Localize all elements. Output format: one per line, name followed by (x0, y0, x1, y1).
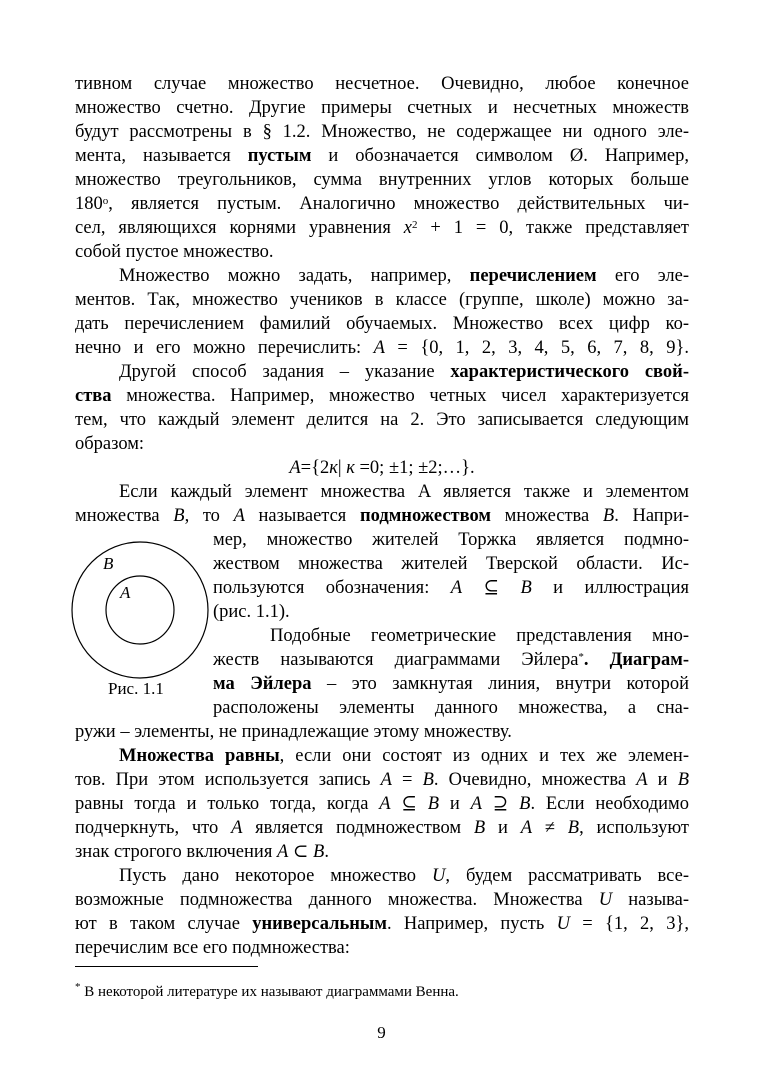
text-line: ма Эйлера – это замкнутая линия, внутри которой (213, 674, 690, 694)
text-line: тивном случае множество несчетное. Очевидно, любое конечное (75, 74, 689, 94)
text-line: ментов. Так, множество учеников в классе (группе, школе) можно за- (75, 290, 689, 310)
text-line: знак строгого включения A ⊂ B. (75, 842, 329, 862)
footnote-divider (75, 966, 258, 967)
outer-circle-b (72, 542, 208, 678)
text-line: расположены элементы данного множества, а сна- (213, 698, 689, 718)
text-line: жеством множества жителей Тверской области. Ис- (213, 554, 689, 574)
set-a-label: A (120, 583, 131, 602)
euler-circles (70, 540, 210, 680)
text-line: множества B, то A называется подмножеством множества B. Напри- (75, 506, 690, 526)
text-line: Подобные геометрические представления мно- (270, 626, 689, 646)
text-line: Другой способ задания – указание характеристического свой- (119, 362, 689, 382)
figure-caption: Рис. 1.1 (108, 679, 164, 698)
text-line: тем, что каждый элемент делится на 2. Это записывается следующим (75, 410, 689, 430)
set-b-label: B (103, 554, 114, 573)
footnote-mark: * (75, 981, 81, 993)
text-line: Пусть дано некоторое множество U, будем рассматривать все- (119, 866, 689, 886)
text-line: будут рассмотрены в § 1.2. Множество, не содержащее ни одного эле- (75, 122, 689, 142)
text-line: мента, называется пустым и обозначается символом Ø. Например, (75, 146, 689, 166)
text-line: ства множества. Например, множество четных чисел характеризуется (75, 386, 689, 406)
text-line: равны тогда и только тогда, когда A ⊆ B и A ⊇ B. Если необходимо (75, 794, 689, 814)
text-line: Множество можно задать, например, перечислением его эле- (119, 266, 689, 286)
text-line: подчеркнуть, что A является подмножеством B и A ≠ B, используют (75, 818, 689, 838)
text-line: $180^о$, является пустым. Аналогично множество действительных чи- (75, 194, 689, 214)
text-line: Множества равны, если они состоят из одних и тех же элемен- (119, 746, 689, 766)
text-line: ют в таком случае универсальным. Например, пусть U = {1, 2, 3}, (75, 914, 689, 934)
text-line: Если каждый элемент множества A является также и элементом (119, 482, 689, 502)
euler-diagram (70, 540, 210, 710)
text-line: нечно и его можно перечислить: A = {0, 1, 2, 3, 4, 5, 6, 7, 8, 9}. (75, 338, 689, 358)
text-line: жеств называются диаграммами Эйлера*. Диаграм- (213, 650, 689, 670)
page-number: 9 (377, 1023, 386, 1042)
inner-circle-a (106, 576, 174, 644)
text-line: (рис. 1.1). (213, 602, 290, 622)
text-line: множество счетно. Другие примеры счетных и несчетных множеств (75, 98, 689, 118)
footnote (75, 981, 459, 1001)
text-line: перечислим все его подмножества: (75, 938, 350, 958)
text-line: образом: (75, 434, 145, 454)
text-line: возможные подмножества данного множества. Множества U называ- (75, 890, 689, 910)
text-line: пользуются обозначения: A ⊆ B и иллюстрация (213, 578, 689, 598)
text-line: тов. При этом используется запись A = B. Очевидно, множества A и B (75, 770, 689, 790)
text-line: множество треугольников, сумма внутренних углов которых больше (75, 170, 689, 190)
text-line: ружи – элементы, не принадлежащие этому множеству. (75, 722, 512, 742)
text-line: собой пустое множество. (75, 242, 274, 262)
text-line: сел, являющихся корнями уравнения $x^2 + 1 = 0$, также представляет (75, 218, 689, 238)
formula: A={2к| к =0; ±1; ±2;…}. (289, 458, 475, 478)
text-line: дать перечислением фамилий обучаемых. Множество всех цифр ко- (75, 314, 689, 334)
footnote-text: В некоторой литературе их называют диаграммами Венна. (80, 984, 459, 1000)
text-line: мер, множество жителей Торжка является подмно- (213, 530, 689, 550)
